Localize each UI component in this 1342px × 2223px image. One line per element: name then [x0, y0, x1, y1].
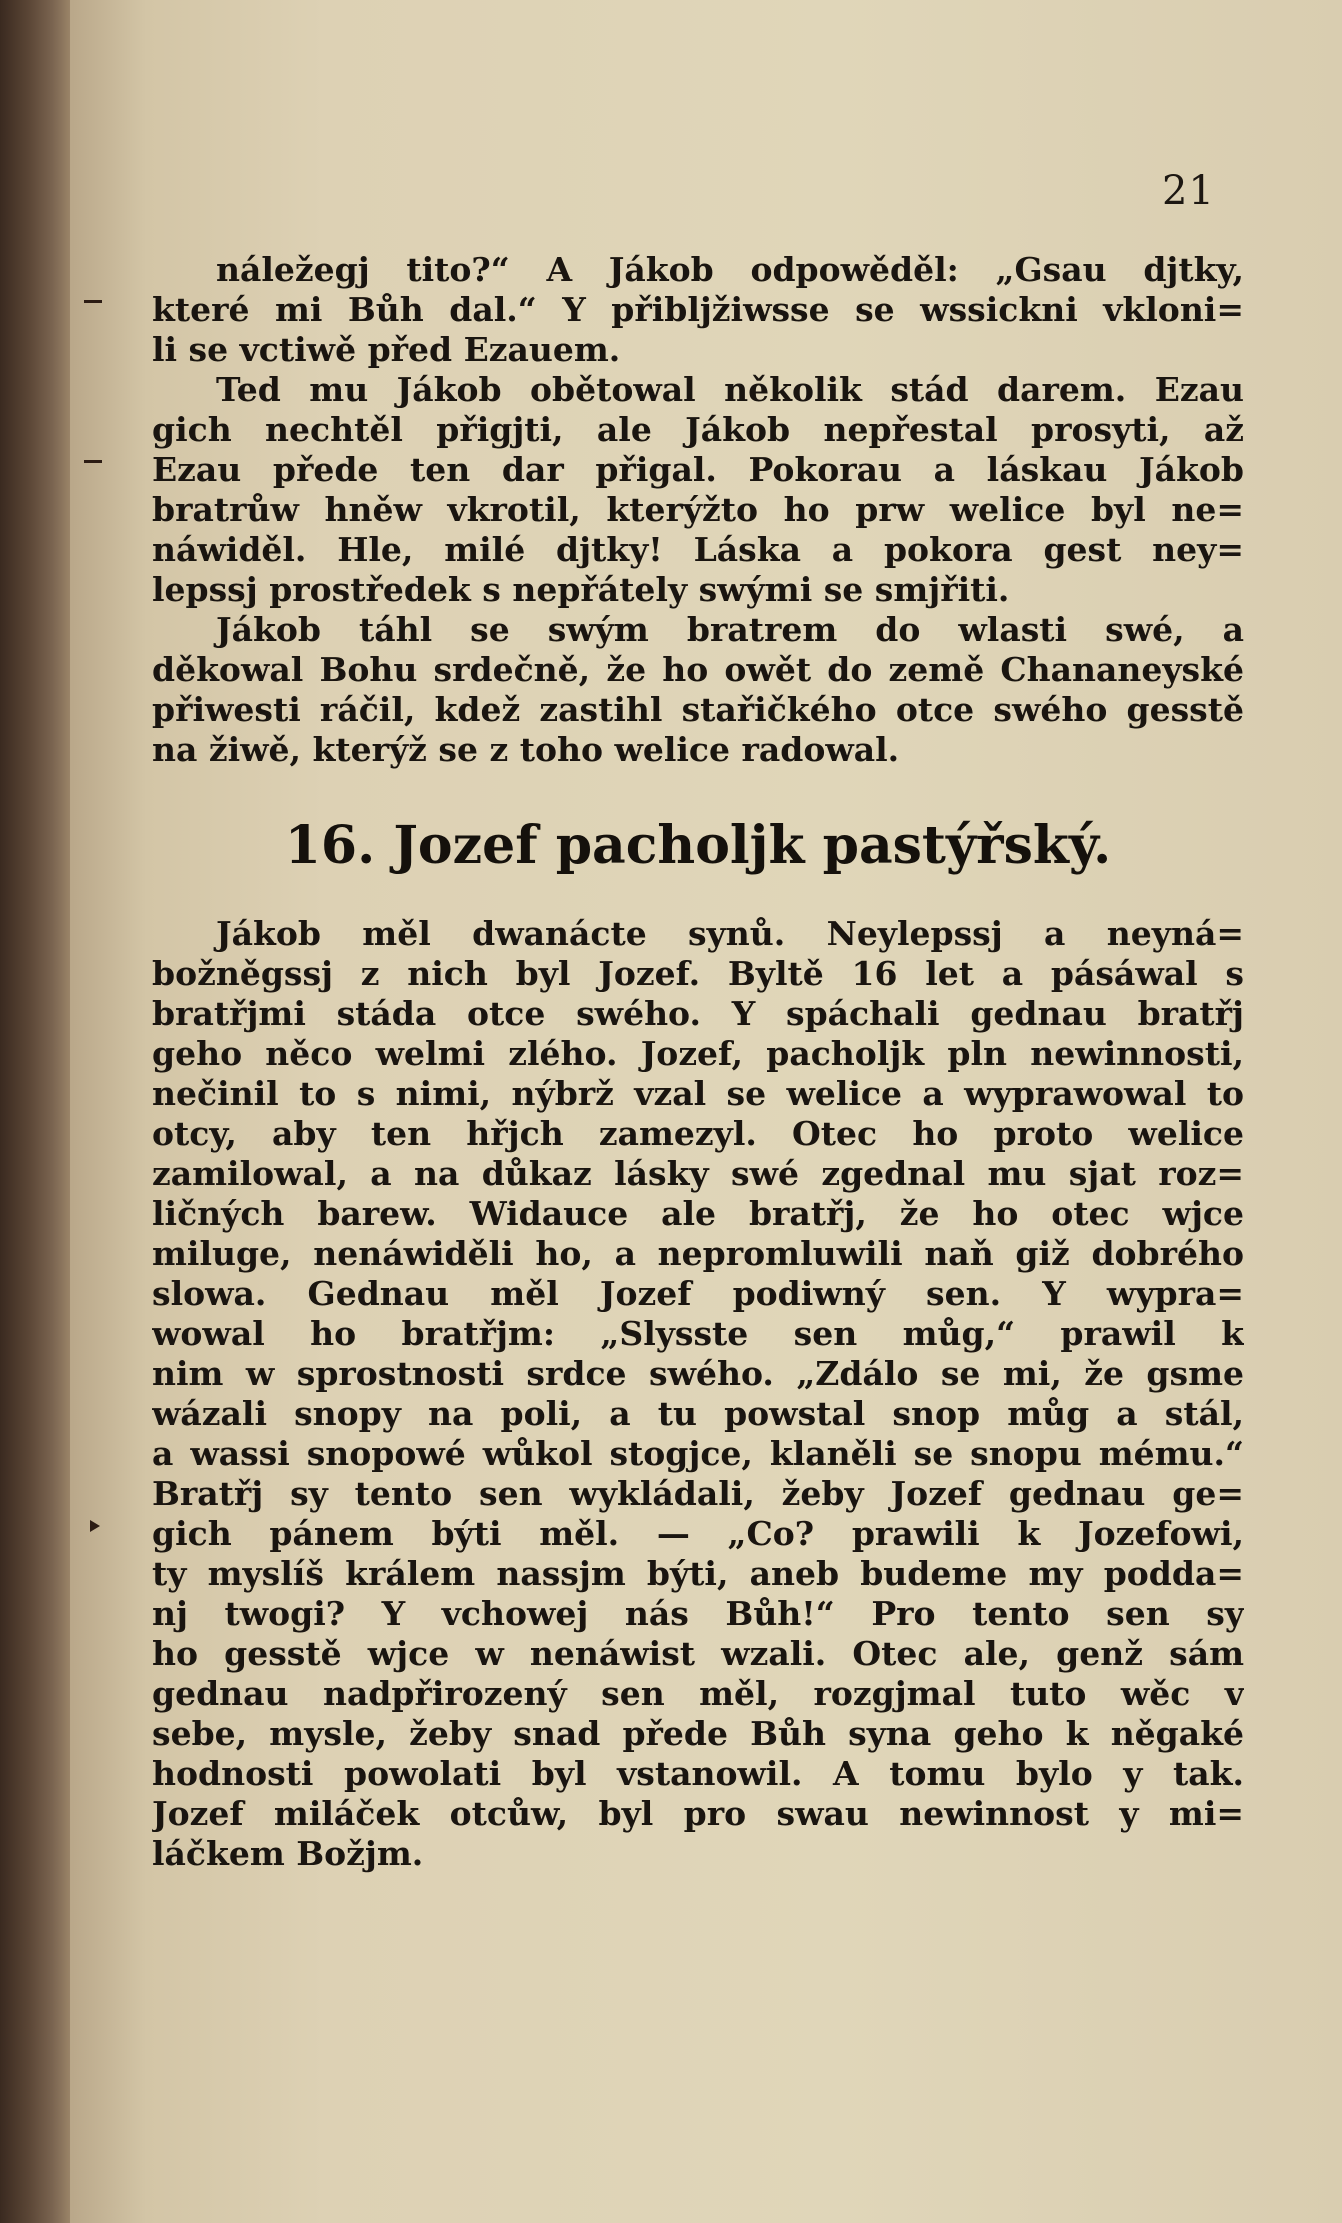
text-line: li se vctiwě před Ezauem. — [152, 330, 621, 369]
edge-arrow-mark — [90, 1520, 100, 1532]
edge-mark — [84, 300, 102, 303]
text-line: náležegj tito?“ A Jákob odpowěděl: „Gsau djtky, — [216, 250, 1244, 289]
text-line: gich nechtěl přigjti, ale Jákob nepřestal prosyti, až — [152, 410, 1244, 449]
text-line: zamilowal, a na důkaz lásky swé zgednal mu sjat roz= — [152, 1154, 1244, 1193]
text-line: wowal ho bratřjm: „Slysste sen můg,“ prawil k — [152, 1314, 1244, 1353]
text-line: sebe, mysle, žeby snad přede Bůh syna geho k něgaké — [152, 1714, 1244, 1753]
text-line: na žiwě, kterýž se z toho welice radowal. — [152, 730, 900, 769]
text-line: láčkem Božjm. — [152, 1834, 424, 1873]
book-page — [70, 0, 1342, 2223]
paragraph — [152, 610, 1244, 770]
text-line: bratřjmi stáda otce swého. Y spáchali gednau bratřj — [152, 994, 1244, 1033]
text-line: otcy, aby ten hřjch zamezyl. Otec ho proto welice — [152, 1114, 1244, 1153]
text-line: Jozef miláček otcůw, byl pro swau newinnost y mi= — [152, 1794, 1244, 1833]
text-line: ty myslíš králem nassjm býti, aneb budeme my podda= — [152, 1554, 1244, 1593]
text-line: a wassi snopowé wůkol stogjce, klaněli se snopu mému.“ — [152, 1434, 1244, 1473]
text-line: ličných barew. Widauce ale bratřj, že ho otec wjce — [152, 1194, 1244, 1233]
text-line: náwiděl. Hle, milé djtky! Láska a pokora gest ney= — [152, 530, 1244, 569]
edge-mark — [84, 460, 102, 463]
text-line: miluge, nenáwiděli ho, a nepromluwili naň giž dobrého — [152, 1234, 1244, 1273]
book-spine-shadow — [0, 0, 70, 2223]
text-line: nim w sprostnosti srdce swého. „Zdálo se mi, že gsme — [152, 1354, 1244, 1393]
paragraph — [152, 250, 1244, 370]
paragraph — [152, 370, 1244, 610]
section-title: Jozef pacholjk pastýřský. — [393, 815, 1112, 876]
text-line: hodnosti powolati byl vstanowil. A tomu bylo y tak. — [152, 1754, 1244, 1793]
text-line: které mi Bůh dal.“ Y přibljžiwsse se wssickni vkloni= — [152, 290, 1244, 329]
text-line: Jákob měl dwanácte synů. Neylepssj a neyná= — [216, 914, 1244, 953]
text-line: božněgssj z nich byl Jozef. Byltě 16 let a pásáwal s — [152, 954, 1244, 993]
text-line: nečinil to s nimi, nýbrž vzal se welice a wyprawowal to — [152, 1074, 1244, 1113]
text-line: geho něco welmi zlého. Jozef, pacholjk pln newinnosti, — [152, 1034, 1244, 1073]
text-line: Jákob táhl se swým bratrem do wlasti swé, a — [216, 610, 1244, 649]
text-line: lepssj prostředek s nepřátely swými se smjřiti. — [152, 570, 1010, 609]
text-line: slowa. Gednau měl Jozef podiwný sen. Y wypra= — [152, 1274, 1244, 1313]
text-line: přiwesti ráčil, kdež zastihl stařičkého otce swého gesstě — [152, 690, 1244, 729]
section-number: 16. — [284, 815, 376, 876]
text-line: Ezau přede ten dar přigal. Pokorau a láskau Jákob — [152, 450, 1244, 489]
section-heading — [152, 808, 1244, 884]
text-line: Ted mu Jákob obětowal několik stád darem. Ezau — [216, 370, 1244, 409]
text-line: bratrůw hněw vkrotil, kterýžto ho prw welice byl ne= — [152, 490, 1244, 529]
text-line: děkowal Bohu srdečně, že ho owět do země Chananeyské — [152, 650, 1244, 689]
paragraphs-before — [152, 250, 1244, 770]
text-line: Bratřj sy tento sen wykládali, žeby Jozef gednau ge= — [152, 1474, 1244, 1513]
text-line: ho gesstě wjce w nenáwist wzali. Otec ale, genž sám — [152, 1634, 1244, 1673]
page-number: 21 — [1162, 168, 1215, 214]
text-line: nj twogi? Y vchowej nás Bůh!“ Pro tento sen sy — [152, 1594, 1244, 1633]
text-line: wázali snopy na poli, a tu powstal snop můg a stál, — [152, 1394, 1244, 1433]
text-line: gednau nadpřirozený sen měl, rozgjmal tuto wěc v — [152, 1674, 1244, 1713]
paragraphs-after — [152, 914, 1244, 1874]
text-line: gich pánem býti měl. — „Co? prawili k Jozefowi, — [152, 1514, 1244, 1553]
paragraph — [152, 914, 1244, 1874]
page-text — [152, 250, 1244, 1874]
